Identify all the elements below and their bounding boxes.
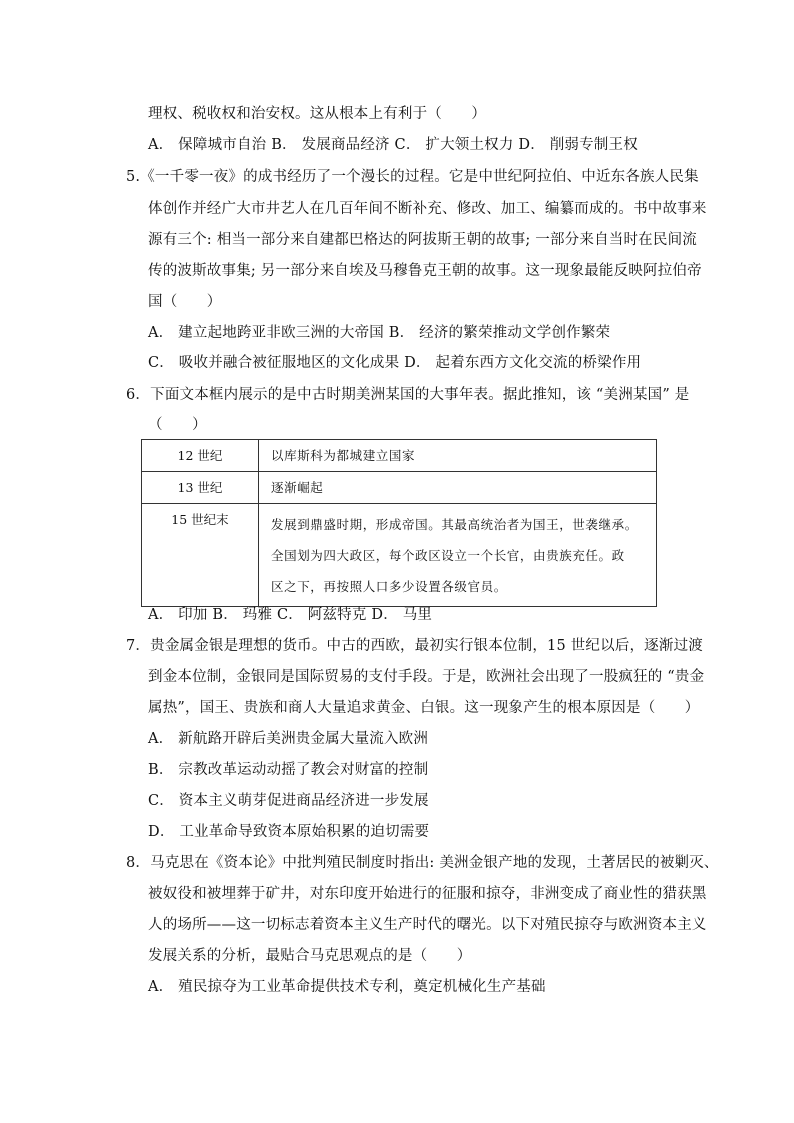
question-8-option-a[interactable]: A． 殖民掠夺为工业革命提供技术专利，奠定机械化生产基础 <box>148 979 546 995</box>
event-line: 区之下，再按照人口多少设置各级官员。 <box>271 578 507 594</box>
event-cell: 逐渐崛起 <box>259 472 657 504</box>
question-7-stem-line-1: 7．贵金属金银是理想的货币。中古的西欧，最初实行银本位制，15 世纪以后，逐渐过渡 <box>126 638 703 654</box>
chronology-table <box>141 439 657 607</box>
table-row <box>142 472 657 504</box>
question-7-stem-line-2: 到金本位制，金银同是国际贸易的支付手段。于是，欧洲社会出现了一股疯狂的 “贵金 <box>148 669 705 685</box>
question-5-options-ab[interactable]: A． 建立起地跨亚非欧三洲的大帝国 B． 经济的繁荣推动文学创作繁荣 <box>148 325 611 341</box>
table-row <box>142 440 657 472</box>
question-7-option-c[interactable]: C． 资本主义萌芽促进商品经济进一步发展 <box>148 793 429 809</box>
period-cell: 15 世纪末 <box>142 504 259 607</box>
question-7-option-b[interactable]: B． 宗教改革运动动摇了教会对财富的控制 <box>148 762 429 778</box>
period-cell: 12 世纪 <box>142 440 259 472</box>
question-8-stem-line-2: 被奴役和被埋葬于矿井，对东印度开始进行的征服和掠夺，非洲变成了商业性的猎获黑 <box>148 886 707 902</box>
event-line: 全国划为四大政区，每个政区设立一个长官，由贵族充任。政 <box>271 547 625 563</box>
question-8-stem-line-3: 人的场所——这一切标志着资本主义生产时代的曙光。以下对殖民掠夺与欧洲资本主义 <box>148 917 707 933</box>
question-7-option-a[interactable]: A． 新航路开辟后美洲贵金属大量流入欧洲 <box>148 731 429 747</box>
event-cell <box>259 504 657 607</box>
question-8-stem-line-4: 发展关系的分析，最贴合马克思观点的是（ ） <box>148 948 472 964</box>
question-4-stem-tail: 理权、税收权和治安权。这从根本上有利于（ ） <box>148 106 487 122</box>
question-5-stem-line-1: 5.《一千零一夜》的成书经历了一个漫长的过程。它是中世纪阿拉伯、中近东各族人民集 <box>126 169 699 185</box>
question-7-option-d[interactable]: D． 工业革命导致资本原始积累的迫切需要 <box>148 824 430 840</box>
question-5-stem-line-2: 体创作并经广大市井艺人在几百年间不断补充、修改、加工、编纂而成的。书中故事来 <box>148 201 707 217</box>
question-6-stem-line-1: 6．下面文本框内展示的是中古时期美洲某国的大事年表。据此推知，该 “美洲某国” 是 <box>126 387 690 403</box>
period-cell: 13 世纪 <box>142 472 259 504</box>
question-6-options[interactable]: A． 印加 B． 玛雅 C． 阿兹特克 D． 马里 <box>148 607 433 623</box>
question-6-stem-line-2: （ ） <box>148 417 207 433</box>
table-row <box>142 504 657 607</box>
event-cell: 以库斯科为都城建立国家 <box>259 440 657 472</box>
event-line: 发展到鼎盛时期，形成帝国。其最高统治者为国王，世袭继承。 <box>271 516 638 532</box>
question-5-options-cd[interactable]: C． 吸收并融合被征服地区的文化成果 D． 起着东西方文化交流的桥梁作用 <box>148 355 642 371</box>
question-7-stem-line-3: 属热”，国王、贵族和商人大量追求黄金、白银。这一现象产生的根本原因是（ ） <box>148 700 700 716</box>
question-5-stem-line-4: 传的波斯故事集; 另一部分来自埃及马穆鲁克王朝的故事。这一现象最能反映阿拉伯帝 <box>148 263 702 279</box>
question-4-options[interactable]: A． 保障城市自治 B． 发展商品经济 C． 扩大领土权力 D． 削弱专制王权 <box>148 137 638 153</box>
question-5-stem-line-3: 源有三个: 相当一部分来自建都巴格达的阿拔斯王朝的故事; 一部分来自当时在民间流 <box>148 232 697 248</box>
question-8-stem-line-1: 8．马克思在《资本论》中批判殖民制度时指出: 美洲金银产地的发现，土著居民的被剿灭、 <box>126 855 719 871</box>
question-5-stem-line-5: 国（ ） <box>148 294 222 310</box>
